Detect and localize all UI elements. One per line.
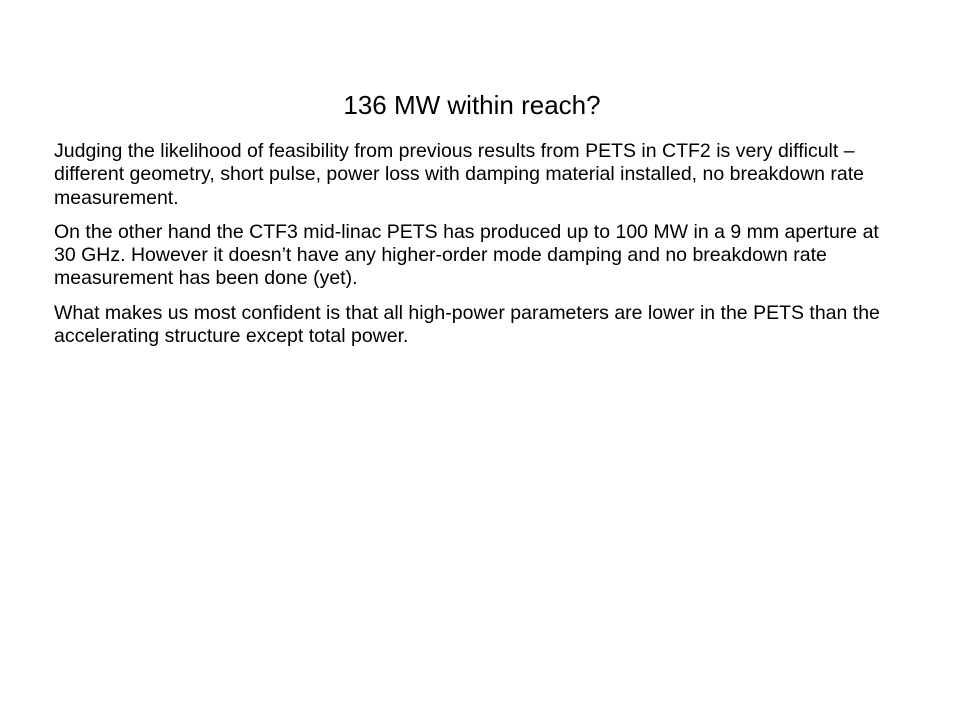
body-paragraph-2: On the other hand the CTF3 mid-linac PETS has produced up to 100 MW in a 9 mm aperture at 30 GHz. However it doesn’t have any higher-order mode damping and no breakdown rate measurement has been done (yet).	[54, 220, 879, 290]
body-paragraph-1: Judging the likelihood of feasibility from previous results from PETS in CTF2 is very difficult – different geometry, short pulse, power loss with damping material installed, no breakdown rate measurement.	[54, 140, 865, 209]
body-paragraph-3: What makes us most confident is that all high-power parameters are lower in the PETS than the accelerating structure except total power.	[54, 301, 880, 348]
slide-body	[54, 140, 904, 359]
slide-title: 136 MW within reach?	[343, 90, 601, 120]
